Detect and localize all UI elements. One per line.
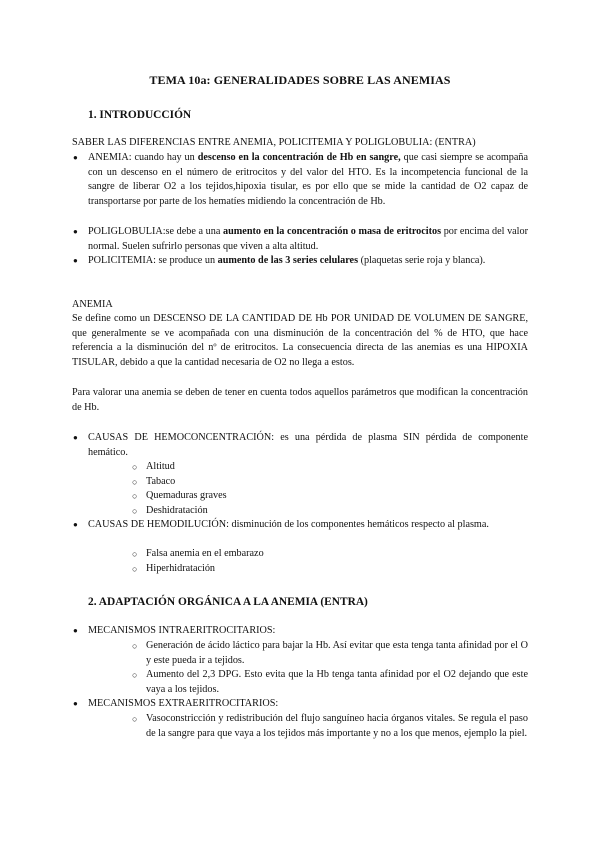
sub-item [132, 475, 528, 490]
bullet-text: POLIGLOBULIA:se debe a una [88, 226, 224, 237]
bullet-icon: ● [73, 699, 78, 708]
bullet-hemodilucion [73, 518, 528, 533]
sub-item-text: Altitud [146, 461, 175, 472]
circle-bullet-icon: ○ [132, 714, 138, 724]
circle-bullet-icon: ○ [132, 491, 138, 501]
sub-item-text: Falsa anemia en el embarazo [146, 548, 264, 559]
sub-item [132, 460, 528, 475]
bullet-policitemia [73, 254, 528, 269]
section-2-heading: 2. ADAPTACIÓN ORGÁNICA A LA ANEMIA (ENTRA) [88, 596, 368, 608]
circle-bullet-icon: ○ [132, 670, 138, 680]
circle-bullet-icon: ○ [132, 641, 138, 651]
anemia-assessment: Para valorar una anemia se deben de tener en cuenta todos aquellos parámetros que modifican la concentración de Hb. [72, 387, 528, 413]
sub-item-text: Deshidratación [146, 505, 208, 516]
sub-item-text: Hiperhidratación [146, 563, 216, 574]
sub-item [132, 547, 528, 562]
bullet-icon: ● [73, 256, 78, 265]
document-title: TEMA 10a: GENERALIDADES SOBRE LAS ANEMIAS [149, 73, 451, 87]
sub-item [132, 562, 528, 577]
bullet-text: por encima del valor normal. Suelen sufrirlo personas que viven a alta altitud. [88, 226, 529, 252]
bullet-icon: ● [73, 520, 78, 529]
bullet-text: que casi siempre se acompaña con un descenso en el número de eritrocitos y del valor del HTO. Es la incompetencia funcional de la sangre de liberar O2 a los tejidos,hipoxia tisular, es por ello que se mide la cantidad de O2 capaz de transportarse por parte de los hematíes midiendo la concentración de Hb. [88, 152, 528, 207]
bullet-icon: ● [73, 227, 78, 236]
differences-lead: SABER LAS DIFERENCIAS ENTRE ANEMIA, POLICITEMIA Y POLIGLOBULIA: (ENTRA) [72, 137, 476, 148]
sub-item [132, 668, 528, 697]
sub-item [132, 712, 528, 741]
bullet-text: POLICITEMIA: se produce un [88, 255, 218, 266]
anemia-heading: ANEMIA [72, 299, 113, 310]
sub-item-text: Tabaco [146, 476, 176, 487]
bullet-text: ANEMIA: cuando hay un [88, 152, 198, 163]
bullet-bold-text: descenso en la concentración de Hb en sangre, [197, 152, 401, 163]
circle-bullet-icon: ○ [132, 506, 138, 516]
section-1-heading: 1. INTRODUCCIÓN [88, 109, 192, 121]
circle-bullet-icon: ○ [132, 477, 138, 487]
bullet-anemia [73, 151, 528, 209]
circle-bullet-icon: ○ [132, 462, 138, 472]
sub-item-text: Vasoconstricción y redistribución del flujo sanguíneo hacia órganos vitales. Se regula el paso de la sangre para que vaya a los tejidos más importante y no a los que menos, ejemplo la piel. [146, 713, 528, 739]
sub-item-text: Generación de ácido láctico para bajar la Hb. Así evitar que esta tenga tanta afinidad por el O y este pueda ir a tejidos. [146, 640, 528, 666]
bullet-bold-text: aumento en la concentración o masa de eritrocitos [223, 226, 442, 237]
sub-item [132, 489, 528, 504]
sub-item-text: Aumento del 2,3 DPG. Esto evita que la Hb tenga tanta afinidad por el O2 dejando que este vaya a los tejidos. [146, 669, 528, 695]
sub-item [132, 639, 528, 668]
bullet-extraeritrocitarios [73, 697, 528, 712]
bullet-text: MECANISMOS INTRAERITROCITARIOS: [88, 625, 276, 636]
bullet-text: CAUSAS DE HEMOCONCENTRACIÓN: es una pérdida de plasma SIN pérdida de componente hemático. [88, 432, 528, 458]
bullet-bold-text: aumento de las 3 series celulares [217, 255, 359, 266]
bullet-text: MECANISMOS EXTRAERITROCITARIOS: [88, 698, 279, 709]
bullet-icon: ● [73, 433, 78, 442]
circle-bullet-icon: ○ [132, 564, 138, 574]
sub-item [132, 504, 528, 519]
bullet-hemoconcentracion [73, 431, 528, 460]
bullet-icon: ● [73, 153, 78, 162]
bullet-icon: ● [73, 626, 78, 635]
bullet-text: (plaquetas serie roja y blanca). [358, 255, 486, 266]
sub-item-text: Quemaduras graves [146, 490, 227, 501]
bullet-intraeritrocitarios [73, 624, 528, 639]
bullet-poliglobulia [73, 225, 529, 254]
circle-bullet-icon: ○ [132, 549, 138, 559]
anemia-definition: Se define como un DESCENSO DE LA CANTIDAD DE Hb POR UNIDAD DE VOLUMEN DE SANGRE, que generalmente se ve acompañada con una disminución de la concentración del % de HTO, que hace referencia a la disminución del nº de eritrocitos. La consecuencia directa de las anemias es una HIPOXIA TISULAR, debido a que la cantidad necesaria de O2 no llega a estos. [72, 313, 528, 368]
bullet-text: CAUSAS DE HEMODILUCIÓN: disminución de los componentes hemáticos respecto al plasma. [88, 519, 489, 530]
